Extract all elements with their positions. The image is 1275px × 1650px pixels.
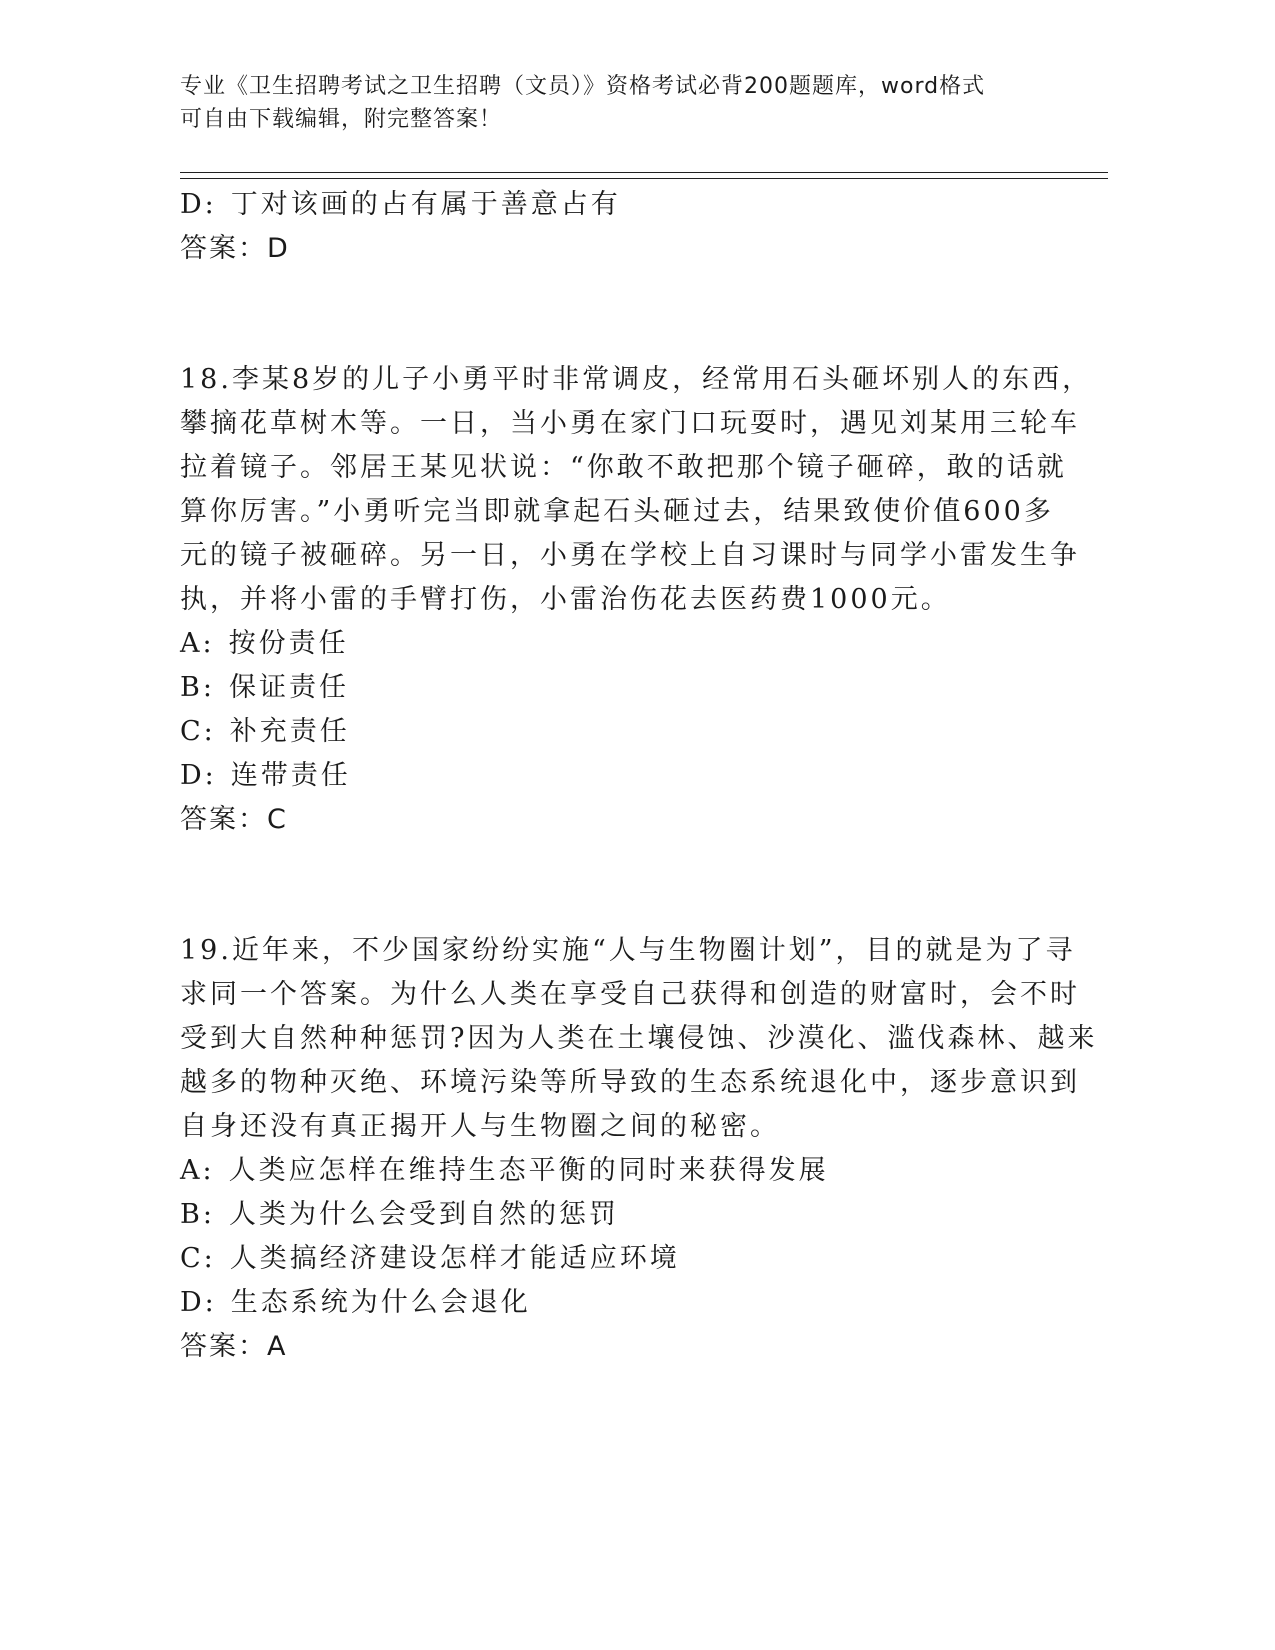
- header-divider-bottom: [180, 178, 1108, 179]
- question-text-line: 元的镜子被砸碎。另一日，小勇在学校上自习课时与同学小雷发生争: [180, 540, 1080, 571]
- option-text: 保证责任: [228, 672, 349, 703]
- question-text-line: 求同一个答案。为什么人类在享受自己获得和创造的财富时，会不时: [180, 979, 1080, 1010]
- option-d: [180, 754, 1060, 798]
- document-header: [180, 70, 1040, 136]
- spacer: [180, 842, 1060, 929]
- option-text: 连带责任: [230, 760, 351, 791]
- question-text-line: 算你厉害。”小勇听完当即就拿起石头砸过去，结果致使价值600多: [180, 496, 1054, 527]
- option-text: 人类为什么会受到自然的惩罚: [228, 1199, 619, 1230]
- document-body: [180, 183, 1098, 1369]
- option-text: 人类搞经济建设怎样才能适应环境: [229, 1243, 680, 1274]
- answer-line: 答案：D: [180, 233, 290, 264]
- option-d: [180, 1281, 1060, 1325]
- header-divider-top: [180, 172, 1108, 173]
- option-a: [180, 622, 1060, 666]
- option-text: 生态系统为什么会退化: [230, 1287, 531, 1318]
- question-text-line: 自身还没有真正揭开人与生物圈之间的秘密。: [180, 1111, 780, 1142]
- option-text: 按份责任: [228, 628, 349, 659]
- answer-line: 答案：A: [180, 1331, 288, 1362]
- option-letter: D:: [180, 1287, 217, 1318]
- option-letter: A:: [180, 628, 215, 659]
- option-text: 人类应怎样在维持生态平衡的同时来获得发展: [228, 1155, 829, 1186]
- option-letter: C:: [180, 716, 216, 747]
- header-line-2: 可自由下载编辑，附完整答案！: [180, 107, 503, 132]
- option-text: 补充责任: [229, 716, 350, 747]
- option-a: [180, 1149, 1060, 1193]
- option-letter: D:: [180, 760, 217, 791]
- option-b: [180, 666, 1060, 710]
- header-line-1: 专业《卫生招聘考试之卫生招聘（文员）》资格考试必背200题题库，word格式: [180, 74, 986, 99]
- question-18: [180, 358, 1093, 842]
- question-text-line: 攀摘花草树木等。一日，当小勇在家门口玩耍时，遇见刘某用三轮车: [180, 408, 1080, 439]
- option-b: [180, 1193, 1060, 1237]
- option-letter: B:: [180, 1199, 215, 1230]
- question-text-line: 18.李某8岁的儿子小勇平时非常调皮，经常用石头砸坏别人的东西，: [180, 364, 1093, 395]
- option-letter: D:: [180, 189, 217, 220]
- option-d: [180, 183, 1060, 227]
- option-letter: A:: [180, 1155, 215, 1186]
- option-letter: C:: [180, 1243, 216, 1274]
- option-c: [180, 1237, 1060, 1281]
- option-letter: B:: [180, 672, 215, 703]
- previous-question-tail: [180, 183, 1060, 271]
- question-text-line: 拉着镜子。邻居王某见状说：“你敢不敢把那个镜子砸碎，敢的话就: [180, 452, 1067, 483]
- option-c: [180, 710, 1060, 754]
- spacer: [180, 271, 1060, 358]
- answer-line: 答案：C: [180, 804, 288, 835]
- question-text-line: 受到大自然种种惩罚?因为人类在土壤侵蚀、沙漠化、滥伐森林、越来: [180, 1023, 1098, 1054]
- option-text: 丁对该画的占有属于善意占有: [230, 189, 621, 220]
- question-text-line: 越多的物种灭绝、环境污染等所导致的生态系统退化中，逐步意识到: [180, 1067, 1080, 1098]
- question-text-line: 19.近年来，不少国家纷纷实施“人与生物圈计划”，目的就是为了寻: [180, 935, 1076, 966]
- question-text-line: 执，并将小雷的手臂打伤，小雷治伤花去医药费1000元。: [180, 584, 951, 615]
- question-19: [180, 929, 1098, 1369]
